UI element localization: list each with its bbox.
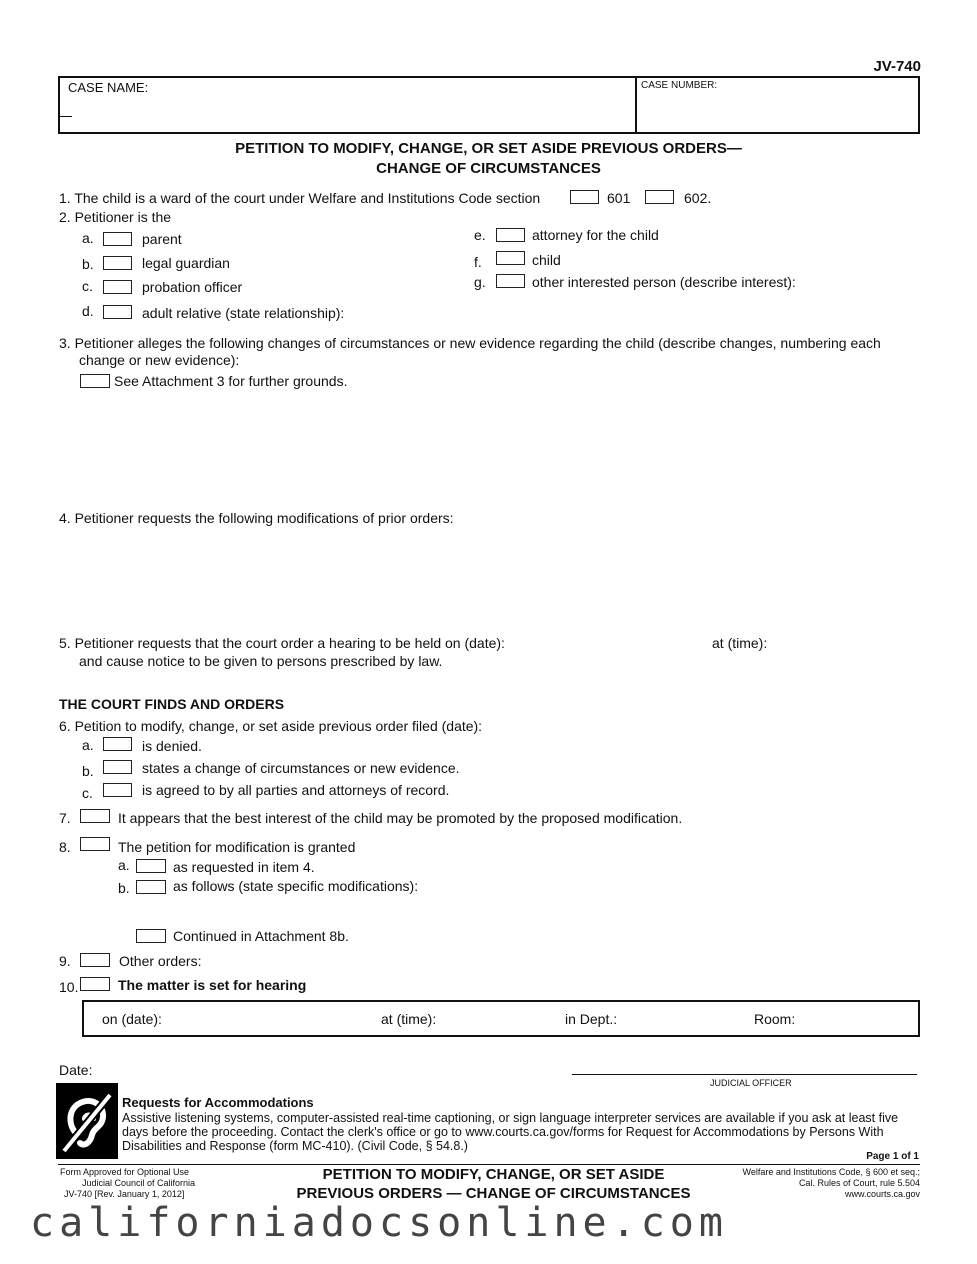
item5-time-label: at (time): bbox=[712, 635, 768, 651]
item3-attachment-label: See Attachment 3 for further grounds. bbox=[114, 373, 348, 389]
footer-right-line1: Welfare and Institutions Code, § 600 et seq.; bbox=[742, 1167, 920, 1177]
item8-text: The petition for modification is granted bbox=[118, 839, 356, 855]
case-name-label: CASE NAME: bbox=[68, 80, 149, 95]
item2-c-letter: c. bbox=[82, 278, 93, 294]
checkbox-agreed[interactable] bbox=[103, 783, 132, 797]
accommodations-line2: days before the proceeding. Contact the clerk's office or go to www.courts.ca.gov/forms for Request for Accommodations by Persons With bbox=[122, 1125, 884, 1139]
accommodations-line1: Assistive listening systems, computer-assisted real-time captioning, or sign language interpreter services are available if you ask at least five bbox=[122, 1111, 899, 1125]
form-title-line2: CHANGE OF CIRCUMSTANCES bbox=[376, 160, 601, 177]
item2-a-label: parent bbox=[142, 231, 182, 247]
item2-f-label: child bbox=[532, 252, 561, 268]
item4-text: 4. Petitioner requests the following modifications of prior orders: bbox=[59, 510, 454, 526]
item10-text: The matter is set for hearing bbox=[118, 977, 307, 993]
checkbox-attorney[interactable] bbox=[496, 228, 525, 242]
item3-line2: change or new evidence): bbox=[79, 352, 240, 368]
accommodations-line3: Disabilities and Response (form MC-410). (Civil Code, § 54.8.) bbox=[122, 1139, 468, 1153]
item7-num: 7. bbox=[59, 810, 71, 826]
footer-left-line3: JV-740 [Rev. January 1, 2012] bbox=[64, 1189, 185, 1199]
case-header-box bbox=[58, 76, 920, 134]
item2-text: 2. Petitioner is the bbox=[59, 209, 172, 225]
checkbox-legal-guardian[interactable] bbox=[103, 256, 132, 270]
item2-e-label: attorney for the child bbox=[532, 227, 659, 243]
site-watermark: californiadocsonline.com bbox=[30, 1200, 728, 1246]
item2-b-letter: b. bbox=[82, 256, 94, 272]
item6-b-label: states a change of circumstances or new evidence. bbox=[142, 760, 460, 776]
checkbox-as-requested[interactable] bbox=[136, 859, 166, 873]
checkbox-602[interactable] bbox=[645, 190, 674, 204]
checkbox-best-interest[interactable] bbox=[80, 809, 110, 823]
item5-line2: and cause notice to be given to persons prescribed by law. bbox=[79, 653, 443, 669]
item6-a-letter: a. bbox=[82, 737, 94, 753]
case-header-divider bbox=[635, 76, 637, 134]
checkbox-change-circumstances[interactable] bbox=[103, 760, 132, 774]
checkbox-denied[interactable] bbox=[103, 737, 132, 751]
signature-line bbox=[572, 1074, 917, 1075]
court-findings-heading: THE COURT FINDS AND ORDERS bbox=[59, 696, 285, 712]
checkbox-adult-relative[interactable] bbox=[103, 305, 132, 319]
item2-g-letter: g. bbox=[474, 274, 486, 290]
item1-text: 1. The child is a ward of the court under Welfare and Institutions Code section bbox=[59, 190, 541, 206]
item1-601-label: 601 bbox=[607, 190, 631, 206]
item6-text: 6. Petition to modify, change, or set aside previous order filed (date): bbox=[59, 718, 483, 734]
hearing-access-icon bbox=[56, 1083, 118, 1159]
item6-c-letter: c. bbox=[82, 785, 93, 801]
judicial-officer-label: JUDICIAL OFFICER bbox=[710, 1078, 792, 1088]
item2-c-label: probation officer bbox=[142, 279, 243, 295]
hearing-dept-label: in Dept.: bbox=[565, 1011, 618, 1027]
footer-title-line1: PETITION TO MODIFY, CHANGE, OR SET ASIDE bbox=[322, 1166, 665, 1183]
page-number: Page 1 of 1 bbox=[866, 1151, 919, 1162]
item6-c-label: is agreed to by all parties and attorneys of record. bbox=[142, 782, 450, 798]
item2-a-letter: a. bbox=[82, 230, 94, 246]
checkbox-child[interactable] bbox=[496, 251, 525, 265]
hearing-room-label: Room: bbox=[754, 1011, 796, 1027]
item8-b-label: as follows (state specific modifications): bbox=[173, 878, 419, 894]
checkbox-granted[interactable] bbox=[80, 837, 110, 851]
item2-e-letter: e. bbox=[474, 227, 486, 243]
item10-num: 10. bbox=[59, 979, 79, 995]
item7-text: It appears that the best interest of the child may be promoted by the proposed modification. bbox=[118, 810, 683, 826]
footer-left-line2: Judicial Council of California bbox=[82, 1178, 196, 1188]
item9-num: 9. bbox=[59, 953, 71, 969]
form-id: JV-740 bbox=[873, 58, 921, 75]
footer-title-line2: PREVIOUS ORDERS — CHANGE OF CIRCUMSTANCES bbox=[296, 1185, 691, 1202]
item8-num: 8. bbox=[59, 839, 71, 855]
item8-continued-label: Continued in Attachment 8b. bbox=[173, 928, 349, 944]
item2-b-label: legal guardian bbox=[142, 255, 230, 271]
footer-right-line2: Cal. Rules of Court, rule 5.504 bbox=[798, 1178, 920, 1188]
item2-d-letter: d. bbox=[82, 303, 94, 319]
footer-right-line3: www.courts.ca.gov bbox=[844, 1189, 920, 1199]
checkbox-probation-officer[interactable] bbox=[103, 280, 132, 294]
item6-a-label: is denied. bbox=[142, 738, 202, 754]
item2-f-letter: f. bbox=[474, 254, 482, 270]
item2-d-label: adult relative (state relationship): bbox=[142, 305, 345, 321]
checkbox-attachment-3[interactable] bbox=[80, 374, 110, 388]
item8-b-letter: b. bbox=[118, 880, 130, 896]
checkbox-601[interactable] bbox=[570, 190, 599, 204]
accommodations-heading: Requests for Accommodations bbox=[122, 1095, 314, 1110]
item3-line1: 3. Petitioner alleges the following changes of circumstances or new evidence regarding the child (describe changes, numbering each bbox=[59, 335, 881, 351]
item1-602-label: 602. bbox=[684, 190, 712, 206]
date-label: Date: bbox=[59, 1062, 93, 1078]
item6-b-letter: b. bbox=[82, 763, 94, 779]
footer-rule bbox=[58, 1164, 920, 1165]
hearing-time-label: at (time): bbox=[381, 1011, 437, 1027]
form-title-line1: PETITION TO MODIFY, CHANGE, OR SET ASIDE PREVIOUS ORDERS— bbox=[235, 140, 742, 157]
case-name-tick bbox=[60, 116, 72, 117]
item8-a-letter: a. bbox=[118, 857, 130, 873]
checkbox-attachment-8b[interactable] bbox=[136, 929, 166, 943]
checkbox-other-orders[interactable] bbox=[80, 953, 110, 967]
item9-text: Other orders: bbox=[119, 953, 202, 969]
footer-left-line1: Form Approved for Optional Use bbox=[60, 1167, 190, 1177]
checkbox-set-for-hearing[interactable] bbox=[80, 977, 110, 991]
checkbox-as-follows[interactable] bbox=[136, 880, 166, 894]
case-number-label: CASE NUMBER: bbox=[641, 80, 718, 91]
checkbox-parent[interactable] bbox=[103, 232, 132, 246]
item8-a-label: as requested in item 4. bbox=[173, 859, 315, 875]
item2-g-label: other interested person (describe interest): bbox=[532, 274, 796, 290]
checkbox-other-interested[interactable] bbox=[496, 274, 525, 288]
item5-line1: 5. Petitioner requests that the court order a hearing to be held on (date): bbox=[59, 635, 505, 651]
hearing-date-label: on (date): bbox=[102, 1011, 162, 1027]
